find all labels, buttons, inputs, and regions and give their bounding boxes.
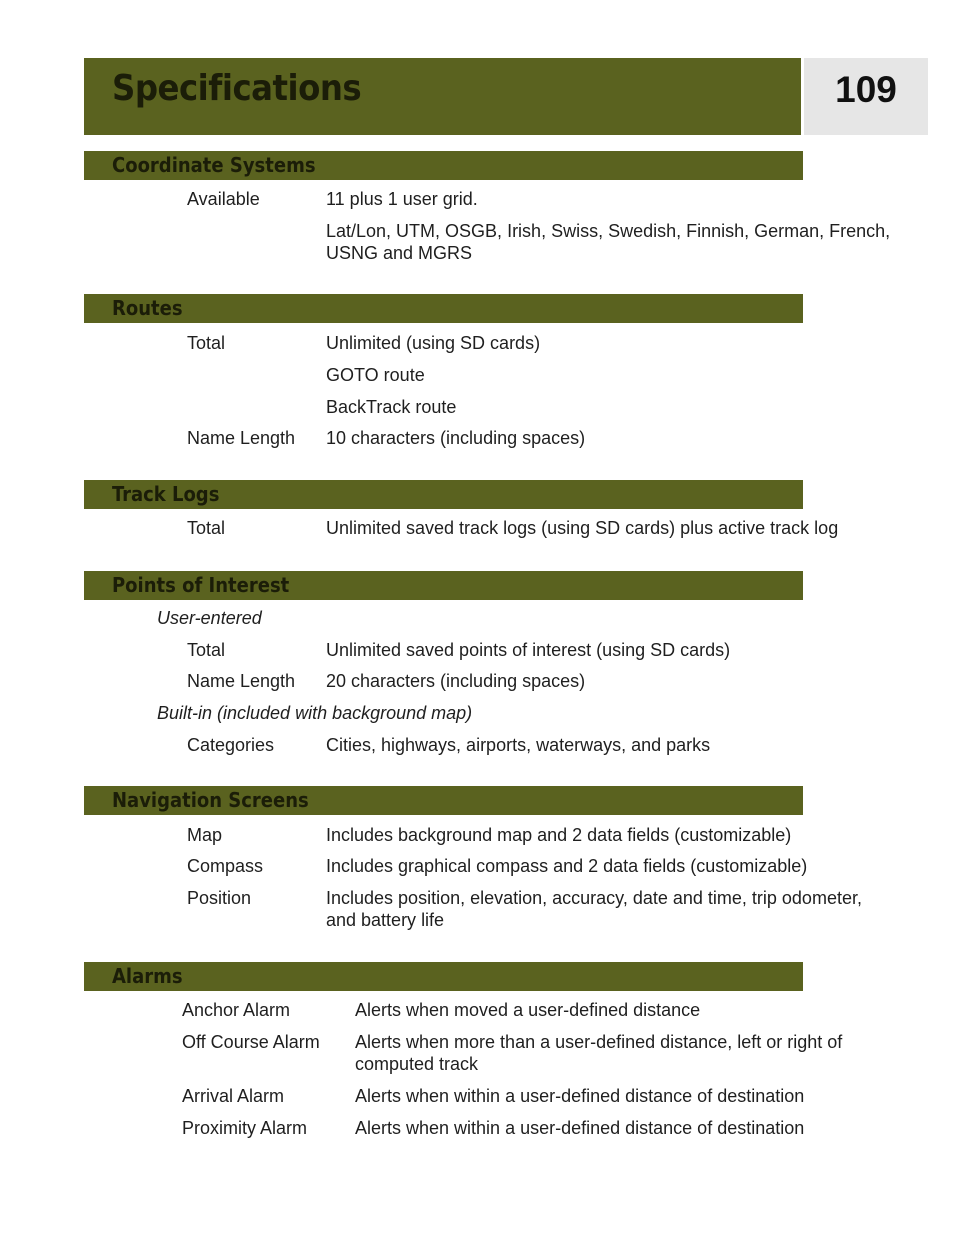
- title-bar: [84, 58, 801, 135]
- spec-label: Map: [187, 825, 223, 845]
- section-title: Routes: [112, 296, 183, 320]
- spec-value: BackTrack route: [326, 397, 457, 417]
- spec-label: Available: [187, 189, 260, 209]
- section-header-alarms: [84, 962, 803, 991]
- section-header-points-of-interest: [84, 571, 803, 600]
- spec-value: Unlimited (using SD cards): [326, 333, 541, 353]
- spec-label: Total: [187, 333, 226, 353]
- section-title: Coordinate Systems: [112, 153, 316, 177]
- spec-label: Off Course Alarm: [182, 1032, 320, 1052]
- section-header-routes: [84, 294, 803, 323]
- spec-value: Alerts when within a user-defined distance of destination: [355, 1118, 805, 1138]
- spec-label: Name Length: [187, 428, 296, 448]
- section-title: Alarms: [112, 964, 183, 988]
- spec-label: Arrival Alarm: [182, 1086, 285, 1106]
- page-number: 109: [835, 69, 897, 110]
- spec-value: 20 characters (including spaces): [326, 671, 586, 691]
- page-number-box: [804, 58, 928, 135]
- spec-value: Alerts when moved a user-defined distance: [355, 1000, 701, 1020]
- spec-label: Anchor Alarm: [182, 1000, 291, 1020]
- subheading-user-entered: User-entered: [157, 608, 262, 628]
- spec-value: Includes graphical compass and 2 data fields (customizable): [326, 856, 808, 876]
- spec-label: Proximity Alarm: [182, 1118, 308, 1138]
- spec-value: Lat/Lon, UTM, OSGB, Irish, Swiss, Swedish, Finnish, German, French, USNG and MGRS: [326, 221, 891, 263]
- spec-label: Total: [187, 640, 226, 660]
- spec-value: Alerts when more than a user-defined distance, left or right of computed track: [355, 1032, 843, 1074]
- section-title: Points of Interest: [112, 573, 290, 597]
- section-title: Navigation Screens: [112, 788, 309, 812]
- spec-label: Compass: [187, 856, 264, 876]
- spec-value: Cities, highways, airports, waterways, and parks: [326, 735, 711, 755]
- spec-label: Total: [187, 518, 226, 538]
- spec-value: 10 characters (including spaces): [326, 428, 586, 448]
- spec-value: 11 plus 1 user grid.: [326, 189, 478, 209]
- section-header-navigation-screens: [84, 786, 803, 815]
- spec-value: Unlimited saved track logs (using SD cards) plus active track log: [326, 518, 839, 538]
- spec-label: Categories: [187, 735, 275, 755]
- spec-value: GOTO route: [326, 365, 425, 385]
- section-header-track-logs: [84, 480, 803, 509]
- spec-value: Unlimited saved points of interest (using SD cards): [326, 640, 731, 660]
- spec-value: Includes position, elevation, accuracy, date and time, trip odometer, and battery life: [326, 888, 862, 930]
- spec-label: Position: [187, 888, 252, 908]
- page-title: Specifications: [112, 68, 362, 109]
- spec-label: Name Length: [187, 671, 296, 691]
- section-title: Track Logs: [112, 482, 220, 506]
- subheading-built-in: Built-in (included with background map): [157, 703, 473, 723]
- spec-value: Includes background map and 2 data fields (customizable): [326, 825, 792, 845]
- spec-value: Alerts when within a user-defined distance of destination: [355, 1086, 805, 1106]
- section-header-coordinate-systems: [84, 151, 803, 180]
